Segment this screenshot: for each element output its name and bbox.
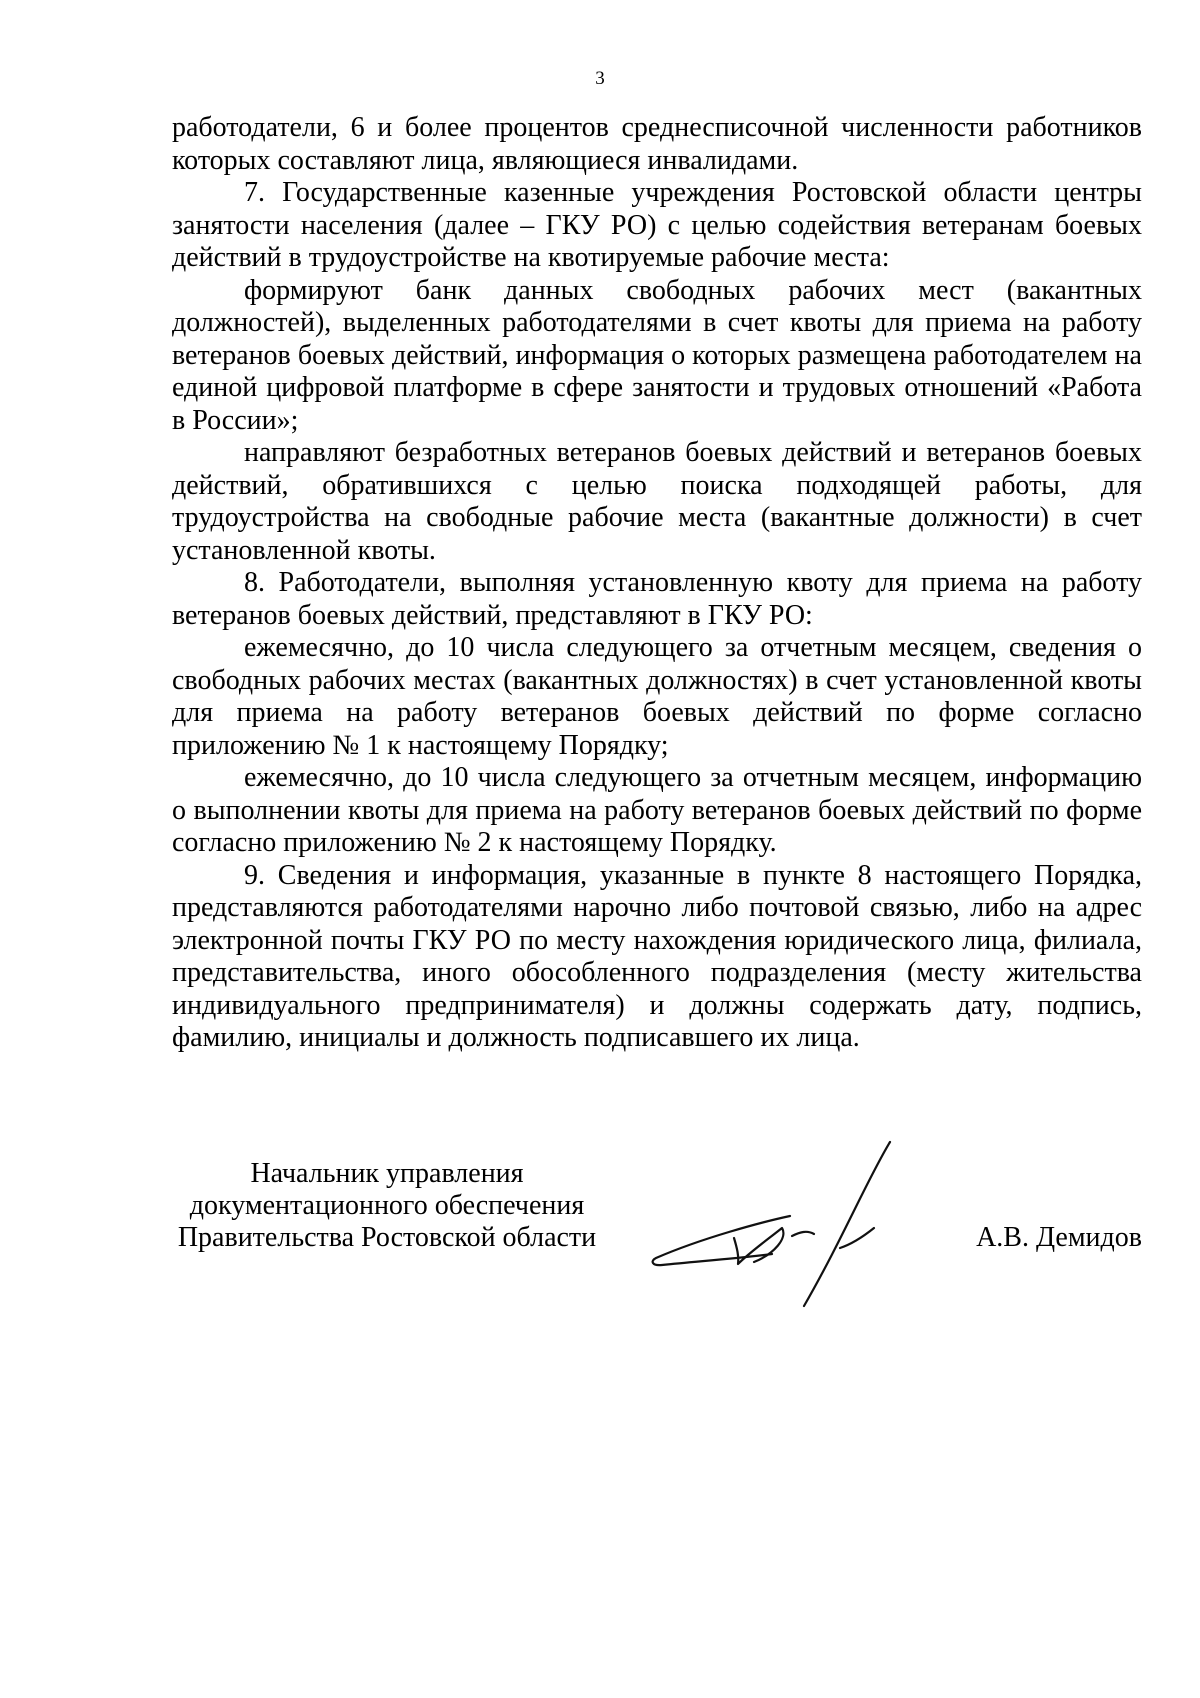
paragraph-continuation: работодатели, 6 и более процентов среднесписочной численности работников которых составляют лица, являющиеся инвалидами.	[172, 112, 1142, 176]
paragraph-item-8: 8. Работодатели, выполняя установленную квоту для приема на работу ветеранов боевых действий, представляют в ГКУ РО:	[172, 567, 1142, 631]
page-number: 3	[595, 68, 605, 89]
signatory-position-line-1: Начальник управления	[250, 1158, 524, 1189]
paragraph-item-8-bullet-1: ежемесячно, до 10 числа следующего за отчетным месяцем, сведения о свободных рабочих местах (вакантных должностях) в счет установленной квоты для приема на работу ветеранов боевых действий по форме согласно приложению № 1 к настоящему Порядку;	[172, 632, 1142, 761]
signature-stroke-4	[804, 1142, 890, 1306]
paragraph-item-7-bullet-1: формируют банк данных свободных рабочих мест (вакантных должностей), выделенных работодателями в счет квоты для приема на работу ветеранов боевых действий, информация о которых размещена работодателем на единой цифровой платформе в сфере занятости и трудовых отношений «Работа в России»;	[172, 274, 1142, 436]
signatory-position-line-2: документационного обеспечения	[189, 1190, 585, 1221]
signatory-name: А.В. Демидов	[976, 1222, 1142, 1253]
signature-stroke-2	[734, 1228, 783, 1264]
document-body	[172, 112, 1142, 1055]
signature-block	[172, 1158, 1142, 1318]
paragraph-item-7-bullet-2: направляют безработных ветеранов боевых действий и ветеранов боевых действий, обратившихся с целью поиска подходящей работы, для трудоустройства на свободные рабочие места (вакантные должности) в счет установленной квоты.	[172, 437, 1142, 566]
signature-stroke-5	[840, 1228, 874, 1248]
paragraph-item-7: 7. Государственные казенные учреждения Ростовской области центры занятости населения (далее – ГКУ РО) с целью содействия ветеранам боевых действий в трудоустройстве на квотируемые рабочие места:	[172, 177, 1142, 273]
handwritten-signature	[642, 1140, 942, 1310]
signatory-position	[172, 1158, 602, 1254]
signatory-position-line-3: Правительства Ростовской области	[177, 1222, 597, 1253]
signature-stroke-1	[653, 1216, 790, 1265]
signature-stroke-3	[792, 1232, 814, 1236]
paragraph-item-9: 9. Сведения и информация, указанные в пункте 8 настоящего Порядка, представляются работодателями нарочно либо почтовой связью, либо на адрес электронной почты ГКУ РО по месту нахождения юридического лица, филиала, представительства, иного обособленного подразделения (месту жительства индивидуального предпринимателя) и должны содержать дату, подпись, фамилию, инициалы и должность подписавшего их лица.	[172, 859, 1142, 1053]
paragraph-item-8-bullet-2: ежемесячно, до 10 числа следующего за отчетным месяцем, информацию о выполнении квоты для приема на работу ветеранов боевых действий по форме согласно приложению № 2 к настоящему Порядку.	[172, 762, 1142, 858]
